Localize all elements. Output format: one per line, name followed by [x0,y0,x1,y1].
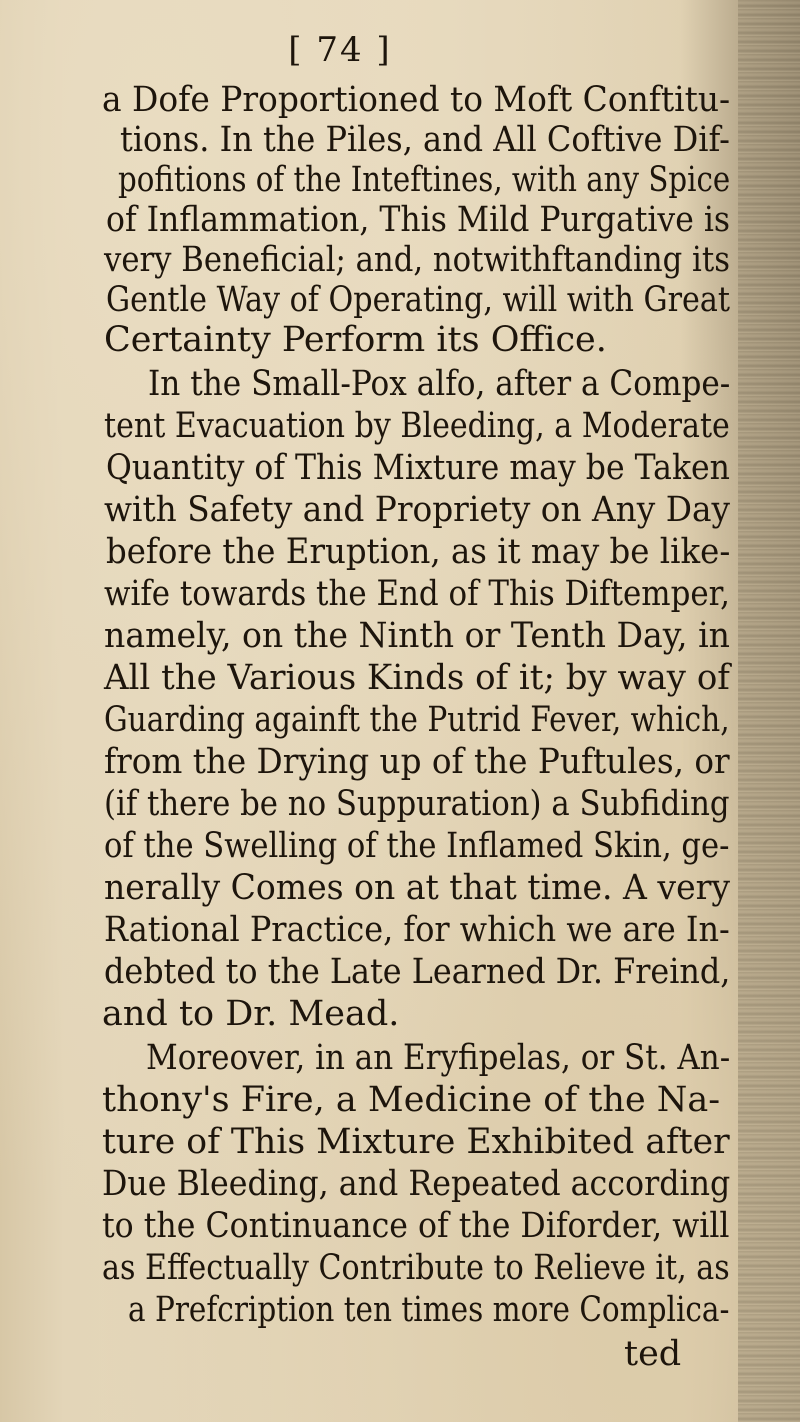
text-line: tent Evacuation by Bleeding, a Moderate [104,406,730,446]
text-line: as Effectually Contribute to Relieve it, as [102,1248,730,1288]
text-line: Moreover, in an Eryfipelas, or St. An- [146,1038,731,1078]
text-line: to the Continuance of the Diforder, will [102,1206,730,1246]
text-line: with Safety and Propriety on Any Day [104,490,731,530]
text-line: a Prefcription ten times more Complica- [128,1290,730,1330]
text-line: In the Small-Pox alfo, after a Compe- [148,364,731,404]
catchword: ted [624,1334,682,1374]
text-line: Guarding againft the Putrid Fever, which, [104,700,730,740]
text-line: Quantity of This Mixture may be Taken [106,448,730,488]
text-line: ture of This Mixture Exhibited after [102,1122,730,1162]
text-line: debted to the Late Learned Dr. Freind, [104,952,731,992]
page-number: [ 74 ] [288,30,392,70]
text-line: tions. In the Piles, and All Coftive Dif- [120,120,730,160]
text-line: Due Bleeding, and Repeated according [102,1164,731,1204]
text-line: and to Dr. Mead. [102,994,400,1034]
text-line: wife towards the End of This Diftemper, [104,574,730,614]
text-line: Rational Practice, for which we are In- [104,910,730,950]
text-line: from the Drying up of the Puftules, or [104,742,730,782]
text-line: before the Eruption, as it may be like- [106,532,731,572]
text-line: pofitions of the Inteftines, with any Spice [118,160,731,200]
text-line: All the Various Kinds of it; by way of [104,658,730,698]
text-line: nerally Comes on at that time. A very [104,868,731,908]
page-edge-shadow [738,0,800,1422]
text-line: namely, on the Ninth or Tenth Day, in [104,616,731,656]
text-line: Certainty Perform its Office. [104,320,607,360]
text-line: of Inflammation, This Mild Purgative is [106,200,731,240]
text-line: very Beneficial; and, notwithftanding its [104,240,730,280]
text-line: (if there be no Suppuration) a Subfiding [104,784,730,824]
text-line: of the Swelling of the Inflamed Skin, ge- [104,826,730,866]
text-line: thony's Fire, a Medicine of the Na- [102,1080,721,1120]
text-line: Gentle Way of Operating, will with Great [106,280,731,320]
text-line: a Dofe Proportioned to Moft Conftitu- [102,80,731,120]
